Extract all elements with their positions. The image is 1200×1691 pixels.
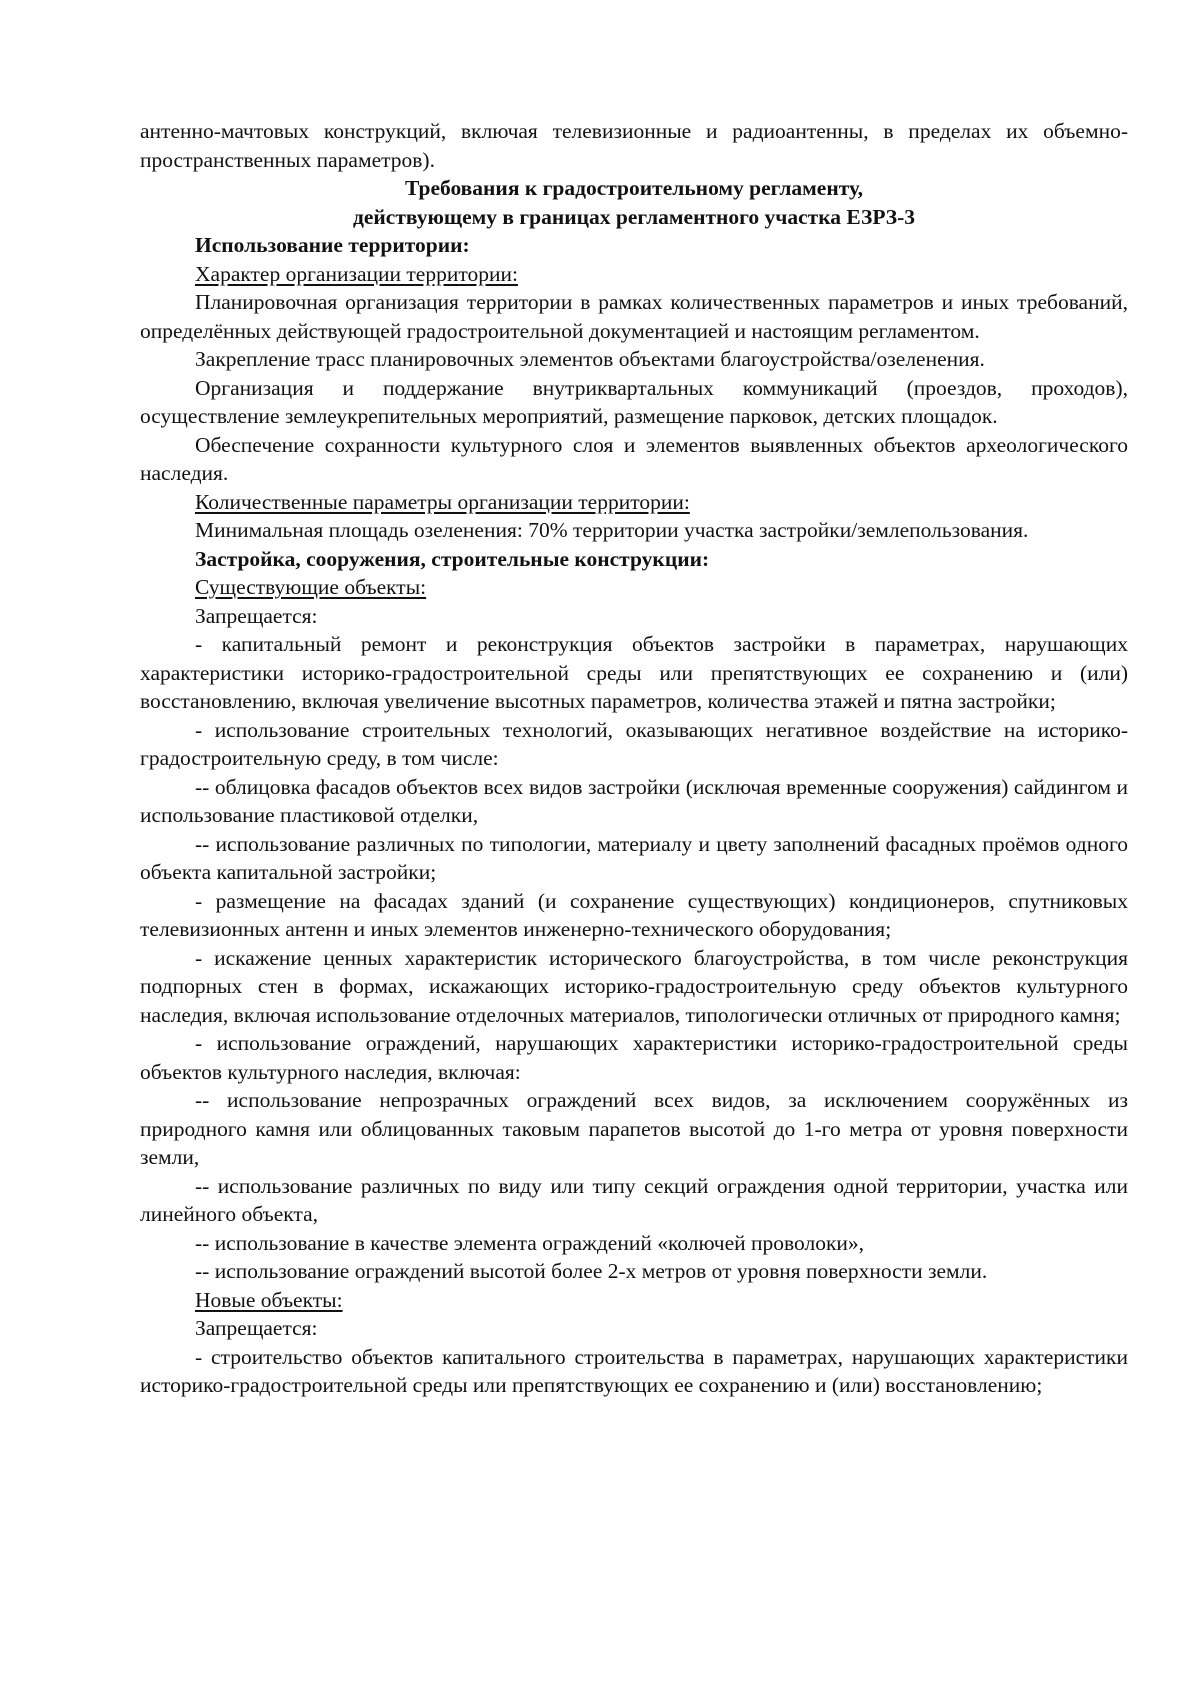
list-item: - искажение ценных характеристик исторического благоустройства, в том числе реконструкция подпорных стен в формах, искажающих историко-градостроительную среду объектов культурного наследия, включая использование отделочных материалов, типологически отличных от природного камня; [140, 945, 1128, 1027]
paragraph: Планировочная организация территории в рамках количественных параметров и иных требований, определённых действующей градостроительной документацией и настоящим регламентом. [140, 290, 1128, 343]
section-heading-territory-use: Использование территории: [195, 233, 470, 257]
title-line-2: действующему в границах регламентного участка ЕЗРЗ-3 [352, 204, 916, 229]
list-item: -- использование непрозрачных ограждений всех видов, за исключением сооружённых из природного камня или облицованных таковым парапетов высотой до 1-го метра от уровня поверхности земли, [140, 1088, 1128, 1169]
intro-continuation: антенно-мачтовых конструкций, включая телевизионные и радиоантенны, в пределах их объемно-пространственных параметров). [140, 119, 1128, 172]
list-item: -- использование различных по виду или типу секций ограждения одной территории, участка или линейного объекта, [140, 1173, 1128, 1226]
subheading-new-objects: Новые объекты: [195, 1287, 343, 1312]
list-item: - размещение на фасадах зданий (и сохранение существующих) кондиционеров, спутниковых телевизионных антенн и иных элементов инженерно-технического оборудования; [140, 888, 1128, 941]
forbidden-label: Запрещается: [195, 1316, 318, 1340]
list-item: - капитальный ремонт и реконструкция объектов застройки в параметрах, нарушающих характеристики историко-градостроительной среды или препятствующих ее сохранению и (или) восстановлению, включая увеличение высотных параметров, количества этажей и пятна застройки; [140, 632, 1128, 713]
forbidden-label: Запрещается: [195, 603, 318, 628]
list-item: -- облицовка фасадов объектов всех видов застройки (исключая временные сооружения) сайдингом и использование пластиковой отделки, [140, 774, 1128, 827]
list-item: - строительство объектов капитального строительства в параметрах, нарушающих характеристики историко-градостроительной среды или препятствующих ее сохранению и (или) восстановлению; [140, 1344, 1128, 1397]
paragraph-greening-minimum: Минимальная площадь озеленения: 70% территории участка застройки/землепользования. [195, 518, 1029, 542]
list-item: -- использование различных по типологии, материалу и цвету заполнений фасадных проёмов одного объекта капитальной застройки; [140, 831, 1128, 884]
subheading-existing-objects: Существующие объекты: [195, 575, 427, 599]
list-item: - использование строительных технологий, оказывающих негативное воздействие на историко-градостроительную среду, в том числе: [140, 717, 1128, 770]
subheading-quantitative-parameters: Количественные параметры организации территории: [195, 489, 690, 514]
subheading-organization-character: Характер организации территории: [195, 261, 518, 286]
paragraph: Обеспечение сохранности культурного слоя и элементов выявленных объектов археологического наследия. [140, 432, 1128, 485]
section-heading-buildings: Застройка, сооружения, строительные конструкции: [195, 546, 710, 571]
list-item: -- использование ограждений высотой более 2-х метров от уровня поверхности земли. [195, 1259, 988, 1283]
list-item: - использование ограждений, нарушающих характеристики историко-градостроительной среды объектов культурного наследия, включая: [140, 1031, 1128, 1084]
paragraph: Организация и поддержание внутриквартальных коммуникаций (проездов, проходов), осуществление землеукрепительных мероприятий, размещение парковок, детских площадок. [140, 375, 1128, 428]
title-line-1: Требования к градостроительному регламенту, [404, 176, 863, 200]
document-body [140, 117, 1128, 1400]
list-item: -- использование в качестве элемента ограждений «колючей проволоки», [195, 1230, 865, 1255]
paragraph: Закрепление трасс планировочных элементов объектами благоустройства/озеленения. [195, 347, 985, 371]
